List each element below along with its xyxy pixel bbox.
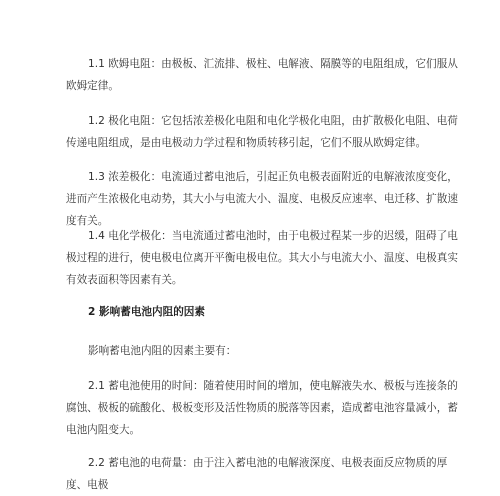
paragraph-ohmic-resistance: 1.1 欧姆电阻：由极板、汇流排、极柱、电解液、隔膜等的电阻组成，它们服从欧姆定律。 — [66, 58, 458, 92]
paragraph-electrochemical-polarization: 1.4 电化学极化：当电流通过蓄电池时，由于电极过程某一步的迟缓，阻碍了电极过程的进行，使电极电位离开平衡电极电位。其大小与电流大小、温度、电极真实有效表面积等因素有关。 — [66, 230, 458, 286]
paragraph-factors-intro: 影响蓄电池内阻的因素主要有： — [88, 345, 237, 357]
paragraph-charge-level: 2.2 蓄电池的电荷量：由于注入蓄电池的电解液深度、电极表面反应物质的厚度、电极 — [66, 457, 448, 491]
paragraph-usage-time: 2.1 蓄电池使用的时间：随着使用时间的增加，使电解液失水、极板与连接条的腐蚀、极板的硫酸化、极板变形及活性物质的脱落等因素，造成蓄电池容量减小，蓄电池内阻变大。 — [66, 380, 458, 436]
section-heading: 2 影响蓄电池内阻的因素 — [88, 306, 205, 318]
paragraph-concentration-polarization: 1.3 浓差极化：电流通过蓄电池后，引起正负电极表面附近的电解液浓度变化，进而产生浓极化电动势，其大小与电流大小、温度、电极反应速率、电迁移、扩散速度有关。 — [66, 171, 458, 227]
paragraph-polarization-resistance: 1.2 极化电阻：它包括浓差极化电阻和电化学极化电阻，由扩散极化电阻、电荷传递电阻组成，是由电极动力学过程和物质转移引起，它们不服从欧姆定律。 — [66, 115, 458, 149]
